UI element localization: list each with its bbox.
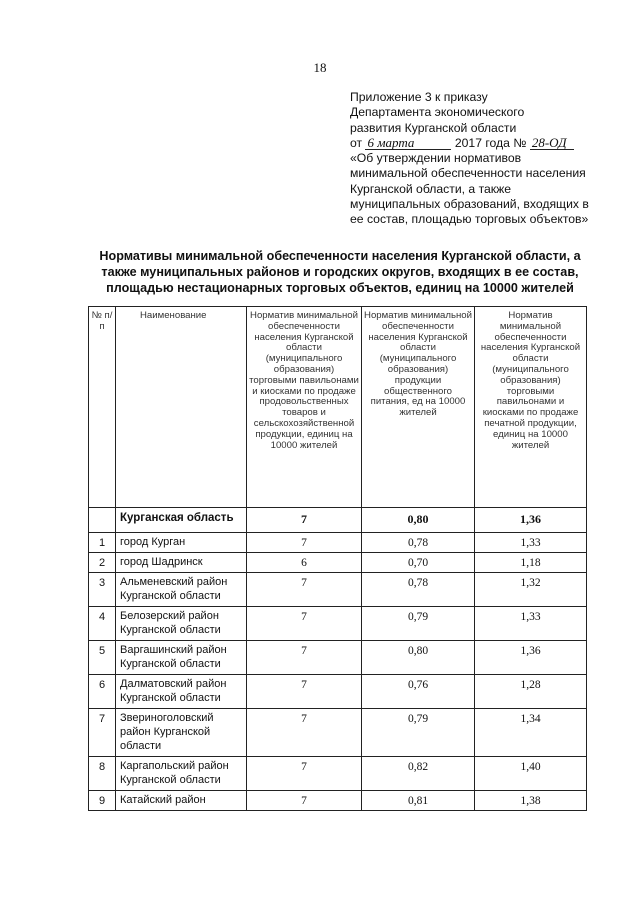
- row-norm-food: 7: [247, 757, 362, 791]
- row-norm-catering: 0,81: [362, 791, 475, 811]
- header-num: № п/п: [89, 307, 116, 508]
- row-norm-catering: 0,80: [362, 508, 475, 533]
- row-name: Варгашинский район Курганской области: [116, 641, 247, 675]
- table-row: [89, 709, 587, 757]
- table-row: [89, 573, 587, 607]
- row-norm-food: 6: [247, 553, 362, 573]
- appendix-header: [350, 90, 620, 228]
- appendix-subject-line-5: ее состав, площадью торговых объектов»: [350, 212, 589, 227]
- row-norm-food: 7: [247, 533, 362, 553]
- row-norm-catering: 0,79: [362, 709, 475, 757]
- row-norm-food: 7: [247, 573, 362, 607]
- row-norm-press: 1,33: [475, 533, 587, 553]
- header-norm-press: Норматив минимальной обеспеченности населения Курганской области (муниципального образования) торговыми павильонами и киосками по продаже печатной продукции, единиц на 10000 жителей: [475, 307, 587, 508]
- header-norm-food: Норматив минимальной обеспеченности населения Курганской области (муниципального образования) торговыми павильонами и киосками по продаже продовольственных товаров и сельскохозяйственной продукции, единиц на 10000 жителей: [247, 307, 362, 508]
- row-name: Катайский район: [116, 791, 247, 811]
- row-norm-food: 7: [247, 508, 362, 533]
- row-norm-catering: 0,79: [362, 607, 475, 641]
- table-row: [89, 757, 587, 791]
- row-norm-food: 7: [247, 641, 362, 675]
- date-prefix: от: [350, 135, 363, 150]
- appendix-line-2: Департамента экономического: [350, 105, 525, 120]
- row-name: Каргапольский район Курганской области: [116, 757, 247, 791]
- row-norm-food: 7: [247, 675, 362, 709]
- row-num: 3: [89, 573, 116, 607]
- row-norm-catering: 0,78: [362, 573, 475, 607]
- title-line-2: также муниципальных районов и городских округов, входящих в ее состав,: [101, 265, 579, 279]
- row-norm-catering: 0,78: [362, 533, 475, 553]
- row-norm-press: 1,36: [475, 641, 587, 675]
- handwritten-date: 6 марта: [365, 137, 451, 150]
- row-norm-catering: 0,70: [362, 553, 475, 573]
- row-name: Белозерский район Курганской области: [116, 607, 247, 641]
- appendix-subject-line-1: «Об утверждении нормативов: [350, 151, 522, 166]
- row-num: 8: [89, 757, 116, 791]
- appendix-subject-line-3: Курганской области, а также: [350, 181, 512, 196]
- table-row: [89, 675, 587, 709]
- row-num: 6: [89, 675, 116, 709]
- row-num: 1: [89, 533, 116, 553]
- table-row: [89, 791, 587, 811]
- row-norm-food: 7: [247, 709, 362, 757]
- table-row: [89, 607, 587, 641]
- row-norm-press: 1,34: [475, 709, 587, 757]
- row-num: 5: [89, 641, 116, 675]
- row-norm-food: 7: [247, 791, 362, 811]
- row-norm-press: 1,18: [475, 553, 587, 573]
- row-num: 4: [89, 607, 116, 641]
- appendix-line-3: развития Курганской области: [350, 120, 517, 135]
- appendix-date-line: [350, 136, 620, 151]
- appendix-line-1: Приложение 3 к приказу: [350, 90, 488, 104]
- table-row: [89, 553, 587, 573]
- row-name: город Шадринск: [116, 553, 247, 573]
- row-norm-press: 1,36: [475, 508, 587, 533]
- table-row-region: [89, 508, 587, 533]
- row-norm-press: 1,40: [475, 757, 587, 791]
- header-name: Наименование: [116, 307, 247, 508]
- row-norm-press: 1,32: [475, 573, 587, 607]
- title-line-3: площадью нестационарных торговых объектов, единиц на 10000 жителей: [106, 281, 574, 295]
- table-row: [89, 533, 587, 553]
- appendix-subject-line-2: минимальной обеспеченности населения: [350, 166, 586, 181]
- row-num: 7: [89, 709, 116, 757]
- row-num: 9: [89, 791, 116, 811]
- year-text: 2017 года №: [454, 135, 527, 150]
- handwritten-order-number: 28-ОД: [530, 137, 574, 150]
- header-norm-catering: Норматив минимальной обеспеченности населения Курганской области (муниципального образования) продукции общественного питания, ед на 10000 жителей: [362, 307, 475, 508]
- table-header-row: [89, 307, 587, 508]
- table-row: [89, 641, 587, 675]
- page-number: 18: [313, 60, 327, 75]
- row-norm-press: 1,38: [475, 791, 587, 811]
- document-title: [70, 248, 610, 296]
- title-line-1: Нормативы минимальной обеспеченности населения Курганской области, а: [99, 249, 581, 263]
- appendix-subject-line-4: муниципальных образований, входящих в: [350, 197, 589, 212]
- row-num: 2: [89, 553, 116, 573]
- norms-table: [88, 306, 587, 811]
- row-name: Звериноголовский район Курганской области: [116, 709, 247, 757]
- row-norm-catering: 0,80: [362, 641, 475, 675]
- row-num: [89, 508, 116, 533]
- row-norm-catering: 0,82: [362, 757, 475, 791]
- row-norm-food: 7: [247, 607, 362, 641]
- row-name: Далматовский район Курганской области: [116, 675, 247, 709]
- row-norm-press: 1,28: [475, 675, 587, 709]
- row-norm-catering: 0,76: [362, 675, 475, 709]
- row-norm-press: 1,33: [475, 607, 587, 641]
- row-name: Курганская область: [116, 508, 247, 533]
- row-name: Альменевский район Курганской области: [116, 573, 247, 607]
- row-name: город Курган: [116, 533, 247, 553]
